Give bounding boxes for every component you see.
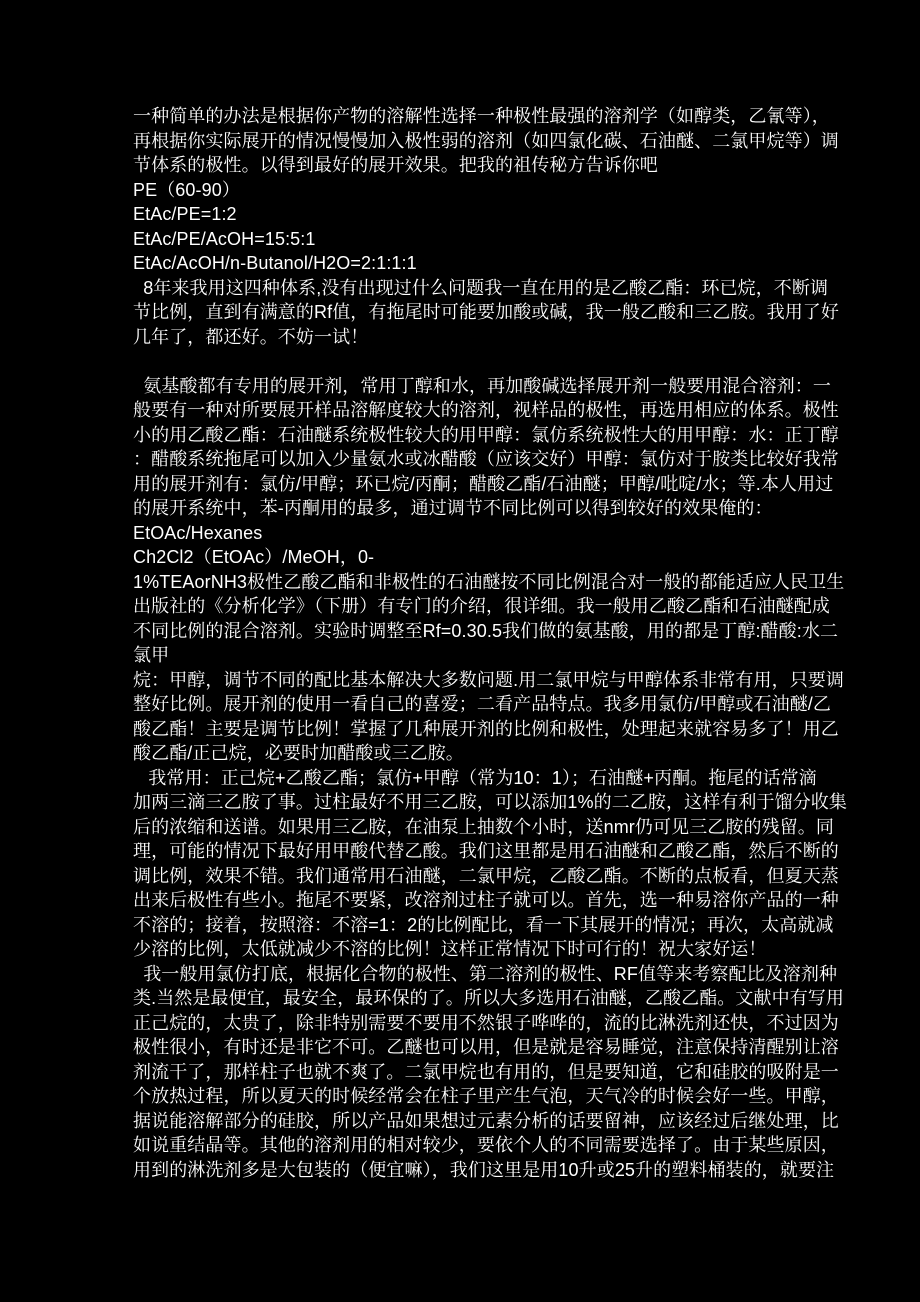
text-line: 整好比例。展开剂的使用一看自己的喜爱；二看产品特点。我多用氯仿/甲醇或石油醚/乙 [133,694,831,714]
text-line: 出来后极性有些小。拖尾不要紧，改溶剂过柱子就可以。首先，选一种易溶你产品的一种 [133,890,839,910]
text-line: 剂流干了，那样柱子也就不爽了。二氯甲烷也有用的，但是要知道，它和硅胶的吸附是一 [133,1061,839,1082]
text-line: 正己烷的，太贵了，除非特别需要不要用不然银子哗哗的，流的比淋洗剂还快，不过因为 [133,1012,839,1033]
text-line: 用到的淋洗剂多是大包装的（便宜嘛），我们这里是用10升或25升的塑料桶装的，就要注 [133,1159,835,1180]
text-line: 氨基酸都有专用的展开剂，常用丁醇和水，再加酸碱选择展开剂一般要用混合溶剂：一 [133,375,831,396]
text-line: 不同比例的混合溶剂。实验时调整至Rf=0.30.5我们做的氨基酸，用的都是丁醇:醋酸:水二 [133,620,839,641]
text-line: 类.当然是最便宜，最安全，最环保的了。所以大多选用石油醚，乙酸乙酯。文献中有写用 [133,988,844,1008]
text-line: 氯甲 [133,645,170,665]
text-line: 酸乙酯/正己烷，必要时加醋酸或三乙胺。 [133,743,464,763]
text-line: 酸乙酯！主要是调节比例！掌握了几种展开剂的比例和极性，处理起来就容易多了！用乙 [133,718,839,739]
text-line: 用的展开剂有：氯仿/甲醇；环已烷/丙酮；醋酸乙酯/石油醚；甲醇/吡啶/水；等.本人用过 [133,473,834,494]
text-line: 8年来我用这四种体系,没有出现过什么问题我一直在用的是乙酸乙酯：环已烷，不断调 [133,277,829,298]
text-line: 出版社的《分析化学》（下册）有专门的介绍，很详细。我一般用乙酸乙酯和石油醚配成 [133,596,830,616]
text-line: 少溶的比例，太低就减少不溶的比例！这样正常情况下时可行的！祝大家好运！ [133,939,767,959]
text-line: 调比例，效果不错。我们通常用石油醚，二氯甲烷，乙酸乙酯。不断的点板看，但夏天蒸 [133,865,839,886]
text-line: ：醋酸系统拖尾可以加入少量氨水或冰醋酸（应该交好）甲醇：氯仿对于胺类比较好我常 [133,449,839,469]
text-line: EtAc/PE=1:2 [133,204,237,224]
text-line: 个放热过程，所以夏天的时候经常会在柱子里产生气泡，天气冷的时候会好一些。甲醇， [133,1086,839,1106]
text-line: EtAc/AcOH/n-Butanol/H2O=2:1:1:1 [133,253,417,273]
text-line: 加两三滴三乙胺了事。过柱最好不用三乙胺，可以添加1%的二乙胺，这样有利于馏分收集 [133,792,848,812]
text-line: 小的用乙酸乙酯：石油醚系统极性较大的用甲醇：氯仿系统极性大的用甲醇：水：正丁醇 [133,424,839,445]
text-line: 据说能溶解部分的硅胶，所以产品如果想过元素分析的话要留神，应该经过后继处理，比 [133,1110,839,1131]
text-line: 如说重结晶等。其他的溶剂用的相对较少，要依个人的不同需要选择了。由于某些原因， [133,1135,839,1155]
text-line: 1%TEAorNH3极性乙酸乙酯和非极性的石油醚按不同比例混合对一般的都能适应人民卫生 [133,571,845,592]
text-line: 几年了，都还好。不妨一试！ [133,326,369,347]
text-line: 节比例，直到有满意的Rf值，有拖尾时可能要加酸或碱，我一般乙酸和三乙胺。我用了好 [133,302,839,322]
text-line: 节体系的极性。以得到最好的展开效果。把我的祖传秘方告诉你吧 [133,155,658,175]
text-line: 烷：甲醇，调节不同的配比基本解决大多数问题.用二氯甲烷与甲醇体系非常有用，只要调 [133,669,844,690]
document-body [133,104,863,1182]
text-line: EtAc/PE/AcOH=15:5:1 [133,228,316,249]
text-line: 后的浓缩和送谱。如果用三乙胺，在油泵上抽数个小时，送nmr仍可见三乙胺的残留。同 [133,816,834,837]
text-line: 理，可能的情况下最好用甲酸代替乙酸。我们这里都是用石油醚和乙酸乙酯，然后不断的 [133,841,839,861]
text-line: 我常用：正己烷+乙酸乙酯；氯仿+甲醇（常为10：1）；石油醚+丙酮。拖尾的话常滴 [133,767,817,788]
text-line: EtOAc/Hexanes [133,522,263,543]
text-line: 不溶的；接着，按照溶：不溶=1：2的比例配比，看一下其展开的情况；再次，太高就减 [133,914,834,935]
text-line: PE（60-90） [133,179,240,200]
text-line: 再根据你实际展开的情况慢慢加入极性弱的溶剂（如四氯化碳、石油醚、二氯甲烷等）调 [133,130,839,151]
text-line: 极性很小，有时还是非它不可。乙醚也可以用，但是就是容易睡觉，注意保持清醒别让溶 [133,1037,839,1057]
text-line: 的展开系统中，苯-丙酮用的最多，通过调节不同比例可以得到较好的效果俺的： [133,498,773,518]
text-line: 般要有一种对所要展开样品溶解度较大的溶剂，视样品的极性，再选用相应的体系。极性 [133,400,839,420]
text-line [133,349,863,374]
text-line: Ch2Cl2（EtOAc）/MeOH，0- [133,547,375,567]
text-line: 一种简单的办法是根据你产物的溶解性选择一种极性最强的溶剂学（如醇类，乙氰等）， [133,106,830,126]
text-line: 我一般用氯仿打底，根据化合物的极性、第二溶剂的极性、RF值等来考察配比及溶剂种 [133,963,838,984]
